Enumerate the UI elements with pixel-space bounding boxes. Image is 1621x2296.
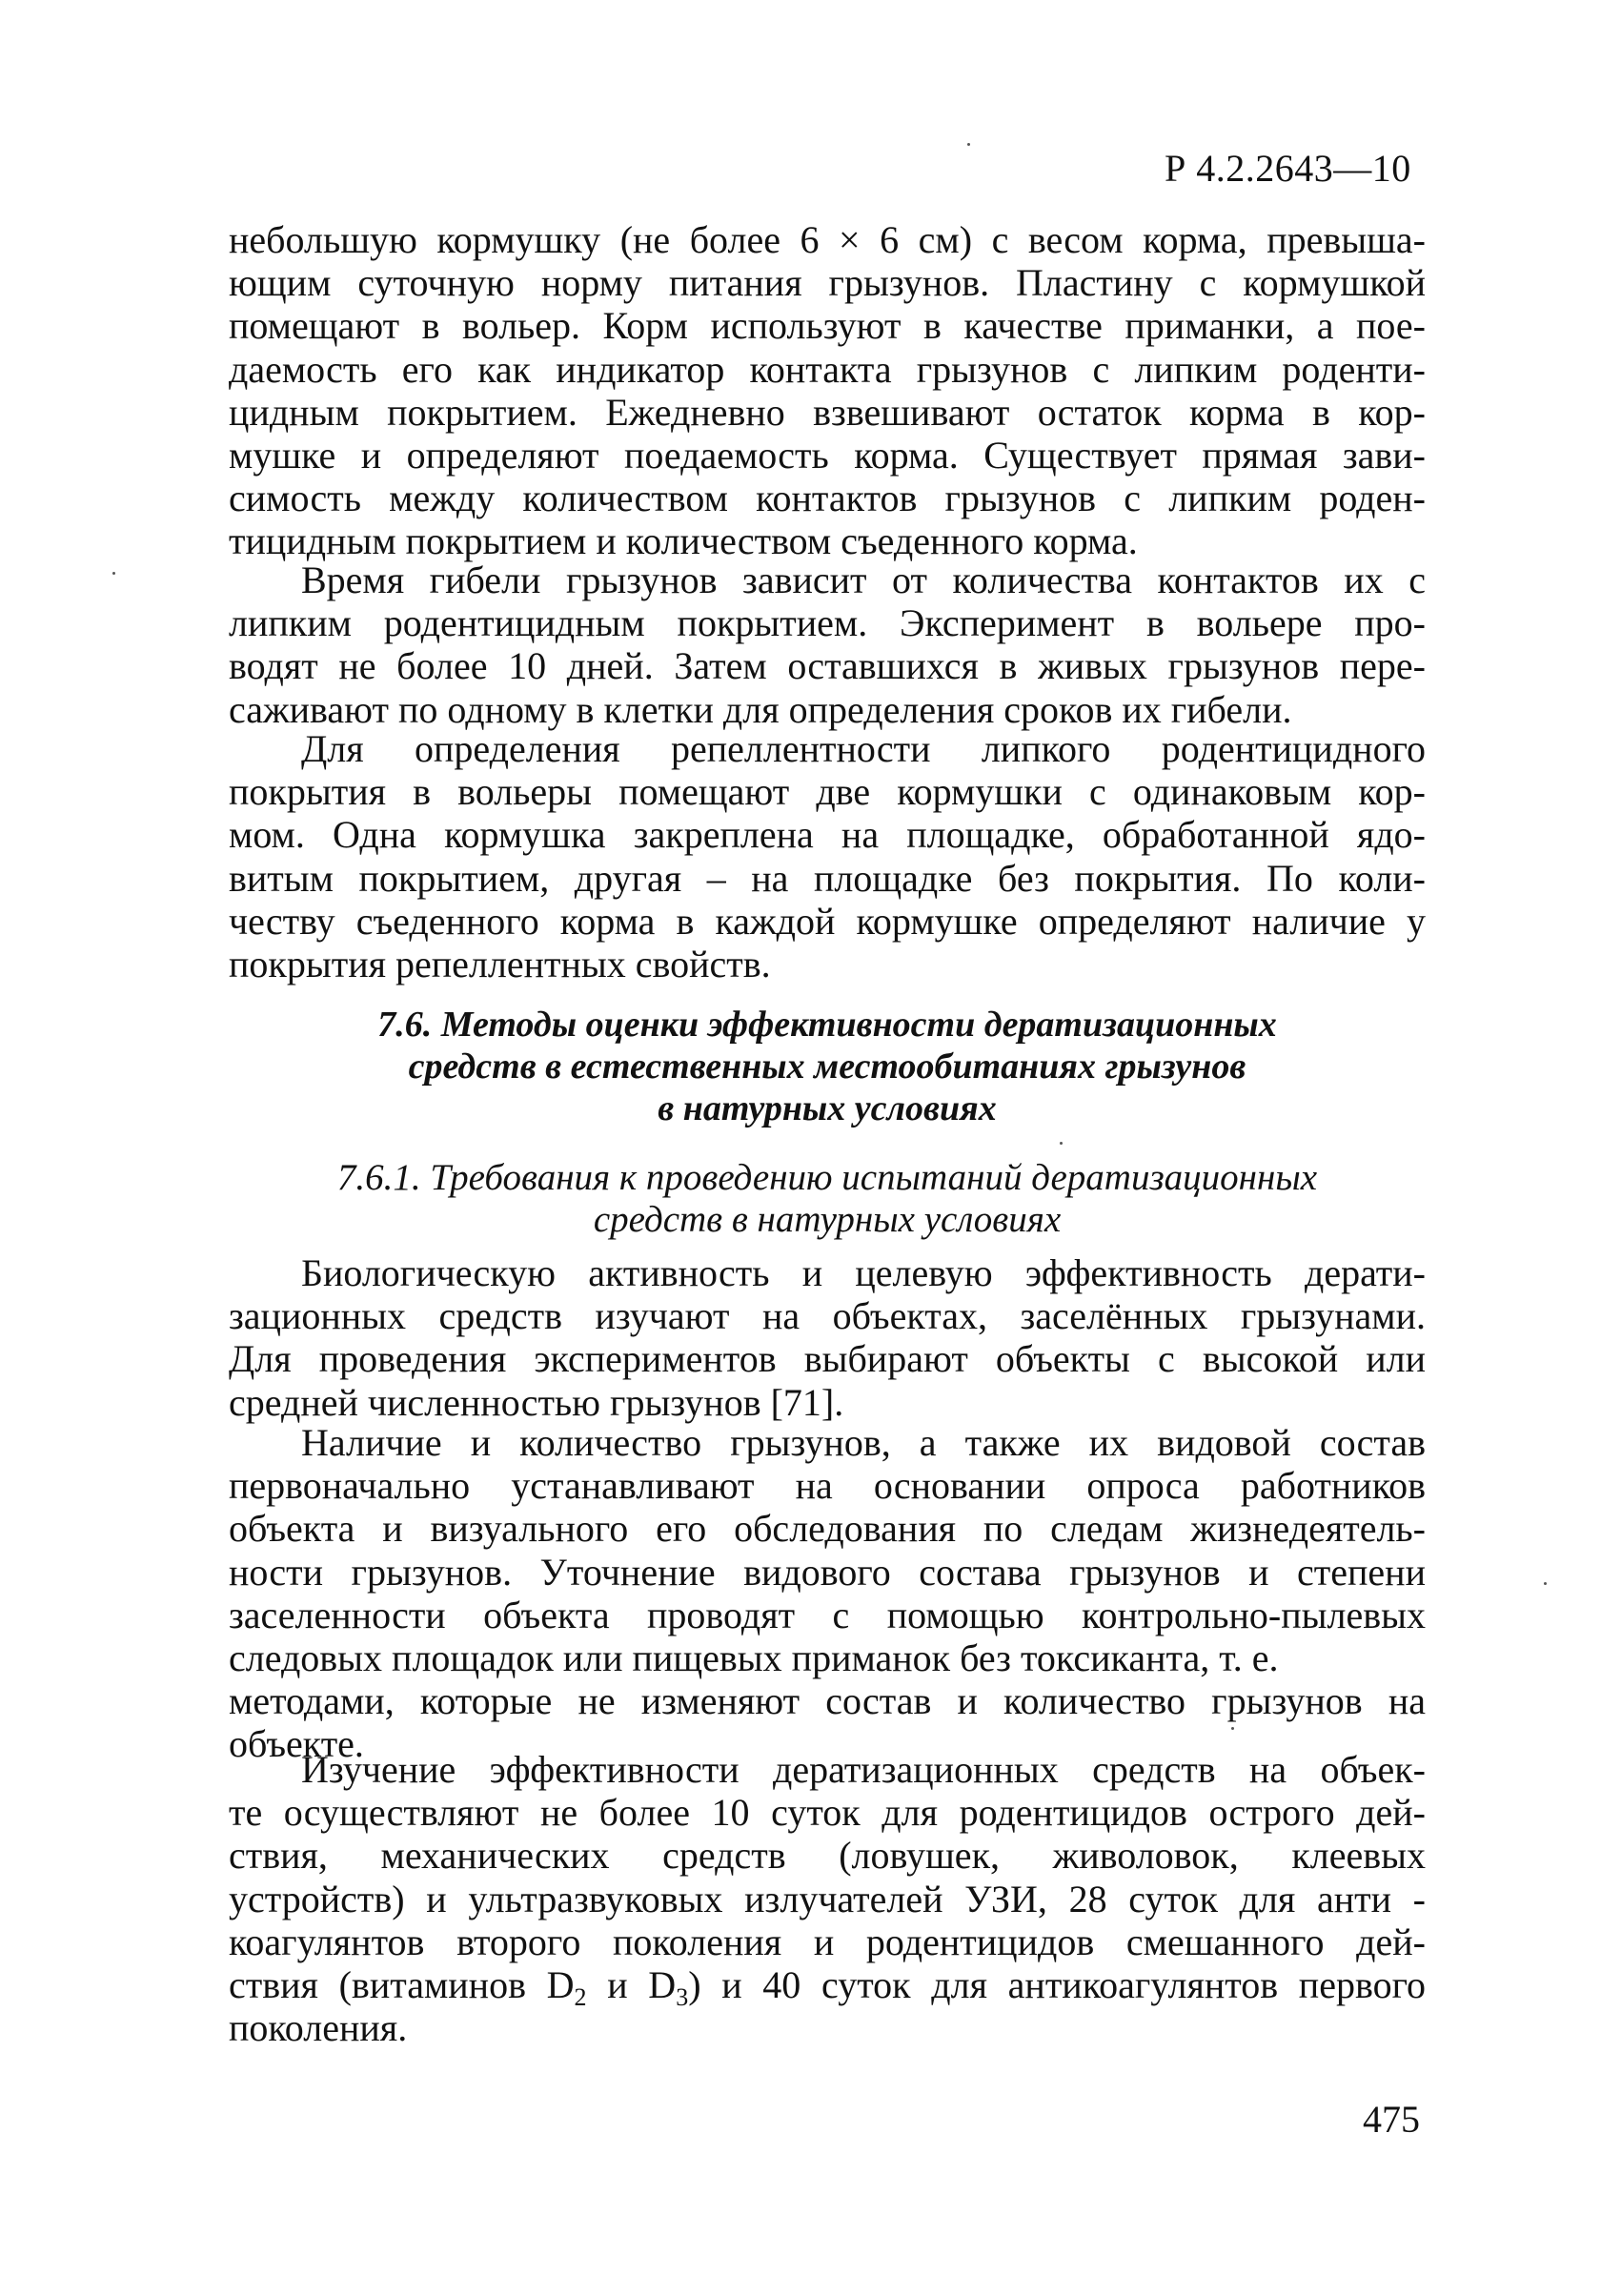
heading-line: средств в натурных условиях <box>593 1199 1062 1240</box>
text-line: методами, которые не изменяют состав и количество грызунов на <box>229 1679 1426 1723</box>
paragraph-biological-activity <box>229 1251 1426 1424</box>
heading-line: средств в естественных местообитаниях грызунов <box>408 1046 1246 1087</box>
text-line: даемость его как индикатор контакта грызунов с липким роденти- <box>229 347 1426 391</box>
text-segment: ) и 40 суток для антикоагулянтов первого <box>688 1963 1426 2007</box>
scan-speck <box>967 143 970 146</box>
text-line: покрытия репеллентных свойств. <box>229 943 771 986</box>
paragraph-death-time <box>229 559 1426 731</box>
text-line: мом. Одна кормушка закреплена на площадке, обработанной ядо- <box>229 813 1426 857</box>
text-line: первоначально устанавливают на основании опроса работников <box>229 1464 1426 1508</box>
text-line: Биологическую активность и целевую эффективность дерати- <box>301 1251 1426 1294</box>
text-line: покрытия в вольеры помещают две кормушки с одинаковым кор- <box>229 770 1426 814</box>
document-code: Р 4.2.2643—10 <box>1165 147 1411 190</box>
text-line: те осуществляют не более 10 суток для родентицидов острого дей- <box>229 1791 1426 1835</box>
text-line: липким родентицидным покрытием. Эксперимент в вольере про- <box>229 601 1426 645</box>
text-line: заселенности объекта проводят с помощью контрольно-пылевых <box>229 1593 1426 1636</box>
text-line: мушке и определяют поедаемость корма. Существует прямая зави- <box>229 434 1426 477</box>
text-line: Наличие и количество грызунов, а также их видовой состав <box>301 1421 1426 1464</box>
text-segment: и D <box>586 1963 677 2007</box>
text-line: ствия, механических средств (ловушек, живоловок, клеевых <box>229 1834 1426 1878</box>
text-line: средней численностью грызунов [71]. <box>229 1380 844 1424</box>
text-line: Для проведения экспериментов выбирают объекты с высокой или <box>229 1337 1426 1381</box>
paragraph-repellency <box>229 727 1426 985</box>
text-line: тицидным покрытием и количеством съеденного корма. <box>229 519 1138 563</box>
subscript: 2 <box>574 1983 587 2012</box>
paragraph-efficacy-duration <box>229 1748 1426 2049</box>
text-line: устройств) и ультразвуковых излучателей УЗИ, 28 суток для анти - <box>229 1877 1426 1920</box>
scan-speck <box>1544 1582 1547 1585</box>
text-line: саживают по одному в клетки для определения сроков их гибели. <box>229 687 1292 731</box>
subsection-heading <box>229 1157 1426 1241</box>
text-segment: ствия (витаминов D <box>229 1963 575 2007</box>
text-line: симость между количеством контактов грызунов с липким роден- <box>229 477 1426 520</box>
text-line: витым покрытием, другая – на площадке без покрытия. По коли- <box>229 856 1426 900</box>
text-line: зационных средств изучают на объектах, заселённых грызунами. <box>229 1294 1426 1338</box>
scan-speck <box>1060 1142 1063 1145</box>
text-line: небольшую кормушку (не более 6 × 6 см) с весом корма, превыша- <box>229 218 1426 261</box>
text-line: объекта и визуального его обследования по следам жизнедеятель- <box>229 1507 1426 1551</box>
heading-line: 7.6.1. Требования к проведению испытаний дератизационных <box>336 1157 1318 1198</box>
page-number: 475 <box>1363 2098 1420 2141</box>
scan-speck <box>112 572 115 575</box>
paragraph-rodent-presence <box>229 1421 1426 1766</box>
text-line: помещают в вольер. Корм используют в качестве приманки, а пое- <box>229 304 1426 348</box>
text-line: Для определения репеллентности липкого родентицидного <box>301 727 1426 770</box>
subscript: 3 <box>676 1983 689 2012</box>
text-line: ности грызунов. Уточнение видового состава грызунов и степени <box>229 1550 1426 1594</box>
text-line: ющим суточную норму питания грызунов. Пластину с кормушкой <box>229 261 1426 305</box>
text-line: честву съеденного корма в каждой кормушке определяют наличие у <box>229 899 1426 943</box>
text-line: Время гибели грызунов зависит от количества контактов их с <box>301 559 1426 601</box>
text-line-with-subscripts <box>229 1963 1426 2012</box>
text-line: коагулянтов второго поколения и родентицидов смешанного дей- <box>229 1920 1426 1963</box>
text-line: объекте. <box>229 1722 364 1766</box>
scan-speck <box>1231 1727 1234 1730</box>
paragraph-continuation <box>229 218 1426 563</box>
text-line: цидным покрытием. Ежедневно взвешивают остаток корма в кор- <box>229 390 1426 434</box>
text-line: следовых площадок или пищевых приманок без токсиканта, т. е. <box>229 1636 1279 1680</box>
text-line: Изучение эффективности дератизационных средств на объек- <box>301 1748 1426 1791</box>
text-line: поколения. <box>229 2006 408 2050</box>
text-line: водят не более 10 дней. Затем оставшихся в живых грызунов пере- <box>229 644 1426 688</box>
heading-line: в натурных условиях <box>658 1088 997 1128</box>
section-heading <box>229 1004 1426 1129</box>
heading-line: 7.6. Методы оценки эффективности дератизационных <box>377 1005 1277 1045</box>
